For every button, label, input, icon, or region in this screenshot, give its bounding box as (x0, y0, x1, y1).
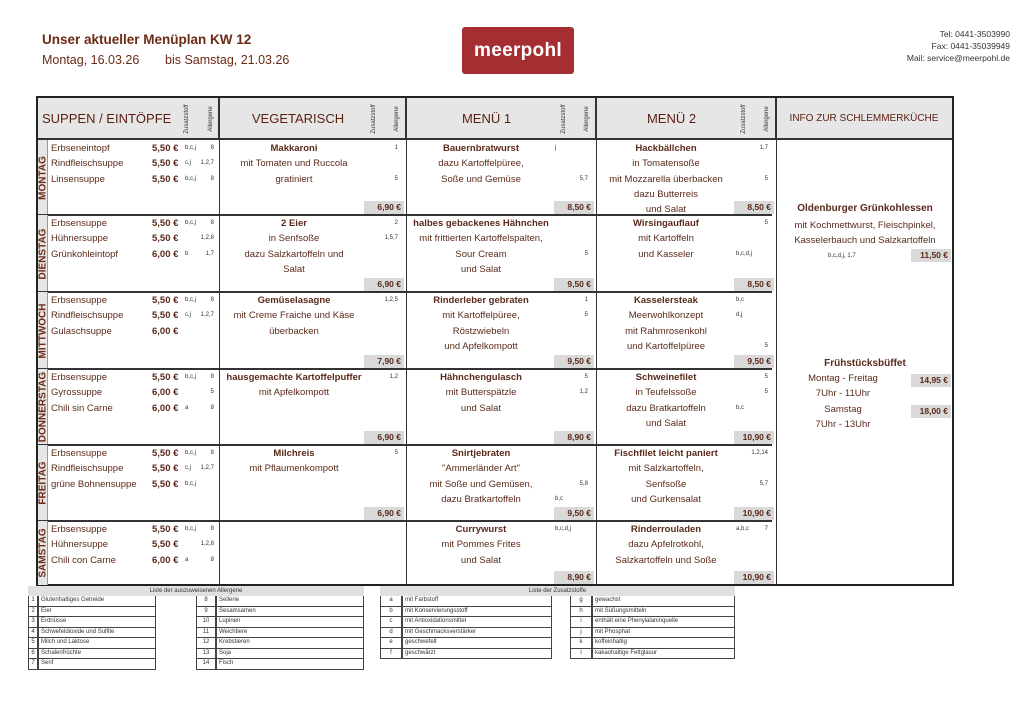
menu1-dish-line: mit Kartoffelpüree, (442, 310, 520, 322)
menu2-allergens: 5 (764, 175, 768, 182)
menu1-dish-line: "Ammerländer Art" (441, 463, 521, 475)
date-from: Montag, 16.03.26 (42, 53, 140, 67)
header-info-label: INFO ZUR SCHLEMMERKÜCHE (789, 112, 939, 124)
menu2-allergens: 5 (764, 374, 768, 380)
menu2-dish-line: Meerwohlkonzept (628, 310, 704, 322)
menu1-price: 8,90 € (554, 431, 594, 444)
legend-row: c mit Antioxidationsmittel (380, 617, 552, 628)
legend-row: b mit Konservierungsstoff (380, 607, 552, 618)
soup-allergens: 8 (210, 404, 214, 411)
menu1-dish-title: Currywurst (455, 524, 507, 535)
special-line: Kasselerbauch und Salzkartoffeln (794, 235, 936, 247)
menu1-allergens: 1 (584, 297, 588, 303)
legend-row: 13 Soja (196, 649, 364, 660)
soup-allergens: 8 (210, 526, 214, 532)
header-allergene: Allergene (208, 106, 214, 132)
menu2-dish-line: und Salat (645, 204, 687, 216)
special-codes: b,c,d,j, 1,7 (828, 253, 856, 259)
veg-price: 6,90 € (364, 431, 404, 444)
soup-name: Hühnersuppe (51, 539, 109, 551)
menu1-allergens: 5,8 (579, 480, 588, 487)
menu1-dish-line: und Salat (460, 402, 502, 414)
legend-row: i enthält eine Phenylalaninquelle (570, 617, 735, 628)
day-label-samstag: SAMSTAG (38, 521, 48, 585)
soup-price: 6,00 € (152, 325, 179, 337)
soup-additives: b,c,j (185, 220, 197, 226)
menu2-dish-line: in Teufelssoße (635, 387, 697, 399)
veg-dish-line: gratiniert (275, 173, 313, 185)
header-zusatzstoff: Zusatzstoff (561, 104, 567, 134)
veg-allergens: 1,2 (389, 374, 398, 380)
menu2-dish-line: Salzkartoffeln und Soße (615, 554, 717, 566)
legend-row: 14 Fisch (196, 659, 364, 670)
soup-additives: b,c,j (185, 450, 197, 456)
menu1-allergens: 5 (584, 374, 588, 380)
soup-price: 6,00 € (152, 402, 179, 414)
legend-row: f geschwärzt (380, 649, 552, 660)
buffet-line: Montag - Freitag (808, 373, 878, 384)
special-line: mit Kochmettwurst, Fleischpinkel, (794, 220, 936, 231)
soup-name: Erbsensuppe (51, 218, 107, 229)
soup-allergens: 1,7 (205, 250, 214, 257)
soup-additives: a (185, 556, 189, 563)
menu1-allergens: 5 (584, 312, 588, 319)
meerpohl-logo: meerpohl (462, 27, 574, 74)
veg-allergens: 1,5,7 (384, 235, 398, 242)
legend-row: 12 Krebstieren (196, 638, 364, 649)
veg-dish-line: dazu Salzkartoffeln und (244, 248, 344, 260)
soup-allergens: 8 (210, 145, 214, 151)
menu1-dish-title: Rinderleber gebraten (433, 295, 529, 306)
menu2-allergens: 5 (764, 389, 768, 396)
soup-price: 5,50 € (152, 173, 179, 185)
menu1-dish-line: mit Pommes Frites (441, 539, 521, 551)
contact-fax: Fax: 0441-35039949 (931, 41, 1010, 51)
menu1-dish-line: und Salat (460, 554, 502, 566)
soup-name: Erbsensuppe (51, 448, 107, 459)
soup-price: 5,50 € (152, 310, 179, 322)
menu1-dish-line: Röstzwiebeln (452, 325, 510, 337)
allergen-legend-title: Liste der auszuweisenen Allergene (28, 586, 364, 596)
menu2-dish-line: mit Kartoffeln (638, 233, 694, 245)
soup-name: Erbsensuppe (51, 524, 107, 535)
menu1-price: 8,50 € (554, 201, 594, 214)
menu2-dish-line: in Tomatensoße (632, 158, 700, 170)
additive-legend-title: Liste der Zusatzstoffe (380, 586, 735, 596)
veg-price: 7,90 € (364, 355, 404, 368)
veg-allergens: 5 (394, 450, 398, 456)
soup-allergens: 8 (210, 297, 214, 303)
special-price: 11,50 € (911, 249, 951, 262)
header-menu1 (406, 98, 596, 140)
soup-price: 5,50 € (152, 372, 179, 383)
day-label-freitag: FREITAG (38, 445, 48, 521)
legend-row: 7 Senf (28, 659, 156, 670)
menu1-dish-line: mit Soße und Gemüsen, (429, 478, 533, 490)
menu2-dish-title: Schweinefilet (635, 372, 697, 383)
menu2-dish-line: und Kasseler (638, 248, 694, 260)
veg-dish-line: mit Pflaumenkompott (249, 463, 339, 475)
soup-name: Linsensuppe (51, 173, 105, 185)
legend-row: d mit Geschmacksverstärker (380, 628, 552, 639)
legend-row: 6 Schalenfrüchte (28, 649, 156, 660)
soup-name: Rindfleischsuppe (51, 463, 124, 475)
column-divider (219, 98, 220, 584)
legend-row: 3 Erdnüsse (28, 617, 156, 628)
buffet-line: Samstag (824, 403, 862, 415)
legend-row: 5 Milch und Laktose (28, 638, 156, 649)
soup-additives: b (185, 250, 189, 257)
soup-name: Hühnersuppe (51, 233, 109, 245)
soup-allergens: 1,2,7 (200, 465, 214, 472)
legend-row: l kakaohaltige Fettglasur (570, 649, 735, 660)
row-divider (38, 214, 772, 216)
menu2-additives: d,j (736, 312, 743, 319)
soup-name: grüne Bohnensuppe (51, 478, 137, 490)
buffet-price: 14,95 € (911, 374, 951, 387)
row-divider (38, 291, 772, 293)
soup-price: 5,50 € (152, 218, 179, 229)
soup-allergens: 8 (210, 175, 214, 182)
legend-row: 4 Schwefeldioxide und Sulfite (28, 628, 156, 639)
menu2-dish-line: Senfsoße (645, 478, 687, 490)
menu2-dish-line: und Salat (645, 417, 687, 429)
menu2-dish-line: und Gurkensalat (631, 493, 701, 505)
menu2-dish-title: Rinderrouladen (630, 524, 702, 535)
menu1-dish-title: Snirtjebraten (451, 448, 511, 459)
menu1-dish-line: dazu Bratkartoffeln (441, 493, 521, 505)
menu2-price: 9,50 € (734, 355, 774, 368)
soup-price: 5,50 € (152, 233, 179, 245)
soup-additives: b,c,j (185, 526, 197, 532)
soup-price: 5,50 € (152, 448, 179, 459)
menu2-price: 10,90 € (734, 431, 774, 444)
menu1-additives: b,c (555, 495, 564, 502)
soup-name: Grünkohleintopf (51, 248, 119, 260)
legend-row: g gewachst (570, 596, 735, 607)
menu1-dish-line: Soße und Gemüse (441, 173, 521, 185)
veg-dish-line: mit Apfelkompott (258, 387, 330, 399)
menu2-dish-line: mit Salzkartoffeln, (628, 463, 704, 475)
menu2-dish-line: mit Rahmrosenkohl (625, 325, 707, 337)
legend-row: j mit Phosphat (570, 628, 735, 639)
soup-allergens: 5 (210, 389, 214, 396)
menu1-dish-title: halbes gebackenes Hähnchen (413, 218, 549, 229)
day-label-mittwoch: MITTWOCH (38, 292, 48, 369)
menu2-allergens: 5 (764, 220, 768, 226)
menu2-additives: b,c (736, 297, 745, 303)
menu1-price: 8,90 € (554, 571, 594, 584)
veg-dish-title: Gemüselasagne (257, 295, 331, 306)
header-menu2-label: MENÜ 2 (646, 110, 697, 126)
menu-grid (36, 96, 954, 586)
veg-price: 6,90 € (364, 201, 404, 214)
menu1-dish-title: Hähnchengulasch (440, 372, 522, 383)
menu2-dish-title: Wirsingauflauf (633, 218, 699, 229)
soup-additives: c,j (185, 312, 191, 319)
header-zusatzstoff: Zusatzstoff (184, 104, 190, 134)
menu2-dish-line: und Kartoffelpüree (627, 340, 705, 352)
header-menu2 (596, 98, 776, 140)
menu2-dish-title: Kasselersteak (634, 295, 698, 306)
legend-row: 9 Sesamsamen (196, 607, 364, 618)
soup-allergens: 1,2,7 (200, 312, 214, 319)
menu2-dish-line: dazu Butterreis (634, 188, 698, 200)
menu1-price: 9,50 € (554, 507, 594, 520)
menu1-price: 9,50 € (554, 355, 594, 368)
soup-additives: b,c,j (185, 145, 197, 151)
soup-allergens: 8 (210, 220, 214, 226)
legend-row: 2 Eier (28, 607, 156, 618)
legend-row: 11 Weichtiere (196, 628, 364, 639)
soup-price: 6,00 € (152, 387, 179, 399)
legend-row: a mit Farbstoff (380, 596, 552, 607)
page-title: Unser aktueller Menüplan KW 12 (42, 32, 252, 47)
menu2-price: 8,50 € (734, 278, 774, 291)
header-suppen (38, 98, 219, 140)
buffet-title: Frühstücksbüffet (824, 358, 906, 369)
header-suppen-label: SUPPEN / EINTÖPFE (42, 110, 172, 126)
veg-dish-title: Milchreis (273, 448, 315, 459)
soup-name: Erbseneintopf (51, 143, 110, 154)
menu2-dish-line: dazu Apfelrotkohl, (628, 539, 704, 551)
soup-price: 5,50 € (152, 295, 179, 306)
menu2-dish-line: mit Mozzarella überbacken (609, 173, 723, 185)
soup-price: 6,00 € (152, 248, 179, 260)
soup-allergens: 1,2,7 (200, 160, 214, 167)
menu2-price: 8,50 € (734, 201, 774, 214)
header-zusatzstoff: Zusatzstoff (371, 104, 377, 134)
soup-name: Erbsensuppe (51, 372, 107, 383)
day-label-dienstag: DIENSTAG (38, 215, 48, 292)
soup-additives: a (185, 404, 189, 411)
menu1-dish-line: Sour Cream (455, 248, 507, 260)
veg-dish-line: mit Tomaten und Ruccola (240, 158, 348, 170)
veg-allergens: 1 (394, 145, 398, 151)
legend-row: 10 Lupinen (196, 617, 364, 628)
contact-info (907, 28, 1010, 64)
menu2-dish-title: Hackbällchen (635, 143, 697, 154)
header-allergene: Allergene (764, 106, 770, 132)
menu2-additives: b,c,d,j (736, 250, 753, 257)
day-label-donnerstag: DONNERSTAG (38, 369, 48, 445)
veg-dish-line: überbacken (269, 325, 319, 337)
soup-name: Gulaschsuppe (51, 325, 112, 337)
menu2-dish-title: Fischfilet leicht paniert (614, 448, 718, 459)
menu2-allergens: 1,7 (759, 145, 768, 151)
menu2-price: 10,90 € (734, 571, 774, 584)
row-divider (38, 520, 772, 522)
header-allergene: Allergene (584, 106, 590, 132)
menu2-allergens: 5,7 (759, 480, 768, 487)
veg-price: 6,90 € (364, 278, 404, 291)
menu1-dish-line: und Apfelkompott (444, 340, 518, 352)
column-divider (776, 98, 777, 584)
soup-additives: b,c,j (185, 297, 197, 303)
date-to: bis Samstag, 21.03.26 (165, 53, 290, 67)
veg-dish-title: hausgemachte Kartoffelpuffer (226, 372, 362, 383)
veg-dish-title: Makkaroni (270, 143, 318, 154)
buffet-line: 7Uhr - 11Uhr (815, 388, 871, 400)
buffet-line: 7Uhr - 13Uhr (815, 418, 871, 430)
veg-allergens: 2 (394, 220, 398, 226)
contact-mail[interactable]: Mail: service@meerpohl.de (906, 53, 1010, 63)
menu2-additives: a,b,c (736, 526, 750, 532)
soup-price: 5,50 € (152, 478, 179, 490)
menu2-allergens: 7 (764, 526, 768, 532)
veg-allergens: 5 (394, 175, 398, 182)
menu1-dish-title: Bauernbratwurst (442, 143, 519, 154)
menu2-dish-line: dazu Bratkartoffeln (626, 402, 706, 414)
soup-name: Chili con Carne (51, 554, 116, 566)
veg-dish-line: mit Creme Fraiche und Käse (233, 310, 355, 322)
menu1-dish-line: mit frittierten Kartoffelspalten, (419, 233, 543, 245)
soup-additives: c,j (185, 465, 191, 472)
menu1-allergens: 5,7 (579, 175, 588, 182)
soup-name: Erbsensuppe (51, 295, 107, 306)
veg-price: 6,90 € (364, 507, 404, 520)
veg-allergens: 1,2,5 (384, 297, 398, 303)
menu1-allergens: 5 (584, 250, 588, 257)
soup-name: Gyrossuppe (51, 387, 103, 399)
row-divider (38, 444, 772, 446)
soup-name: Rindfleischsuppe (51, 158, 124, 170)
soup-price: 6,00 € (152, 554, 179, 566)
legend-row: k koffeinhaltig (570, 638, 735, 649)
menu1-price: 9,50 € (554, 278, 594, 291)
soup-allergens: 8 (210, 450, 214, 456)
menu1-additives: j (555, 145, 557, 151)
legend-row: 1 Glutenhaltiges Getreide (28, 596, 156, 607)
soup-price: 5,50 € (152, 539, 179, 551)
menu2-allergens: 5 (764, 342, 768, 349)
buffet-price: 18,00 € (911, 405, 951, 418)
menu1-dish-line: dazu Kartoffelpüree, (438, 158, 524, 170)
soup-price: 5,50 € (152, 143, 179, 154)
legend-row: e geschwefelt (380, 638, 552, 649)
header-allergene: Allergene (394, 106, 400, 132)
menu1-allergens: 1,2 (579, 389, 588, 396)
header-vegetarisch (219, 98, 406, 140)
menu2-allergens: 1,2,14 (751, 450, 768, 456)
soup-allergens: 1,2,8 (200, 541, 214, 548)
menu1-additives: b,c,d,j (555, 526, 572, 532)
soup-additives: b,c,j (185, 374, 197, 380)
day-label-montag: MONTAG (38, 140, 48, 215)
veg-dish-title: 2 Eier (281, 218, 307, 229)
menu1-dish-line: mit Butterspätzle (445, 387, 517, 399)
header-menu1-label: MENÜ 1 (461, 110, 512, 126)
legend-row: h mit Süßungsmitteln (570, 607, 735, 618)
veg-dish-line: Salat (283, 263, 305, 275)
header-zusatzstoff: Zusatzstoff (741, 104, 747, 134)
veg-dish-line: in Senfsoße (268, 233, 320, 245)
soup-price: 5,50 € (152, 158, 179, 170)
special-title: Oldenburger Grünkohlessen (797, 203, 933, 214)
menu2-price: 10,90 € (734, 507, 774, 520)
soup-allergens: 1,2,8 (200, 235, 214, 242)
soup-price: 5,50 € (152, 463, 179, 475)
soup-price: 5,50 € (152, 524, 179, 535)
row-divider (38, 368, 772, 370)
soup-additives: b,c,j (185, 480, 197, 487)
soup-additives: c,j (185, 160, 191, 167)
soup-name: Chili sin Carne (51, 402, 113, 414)
menu2-additives: b,c (736, 404, 745, 411)
soup-allergens: 8 (210, 556, 214, 563)
header-vegetarisch-label: VEGETARISCH (251, 110, 345, 126)
soup-additives: b,c,j (185, 175, 197, 182)
contact-phone: Tel: 0441-3503990 (939, 29, 1010, 39)
soup-allergens: 8 (210, 374, 214, 380)
legend-row: 8 Sellerie (196, 596, 364, 607)
soup-name: Rindfleischsuppe (51, 310, 124, 322)
header-info (776, 98, 952, 140)
menu1-dish-line: und Salat (460, 263, 502, 275)
